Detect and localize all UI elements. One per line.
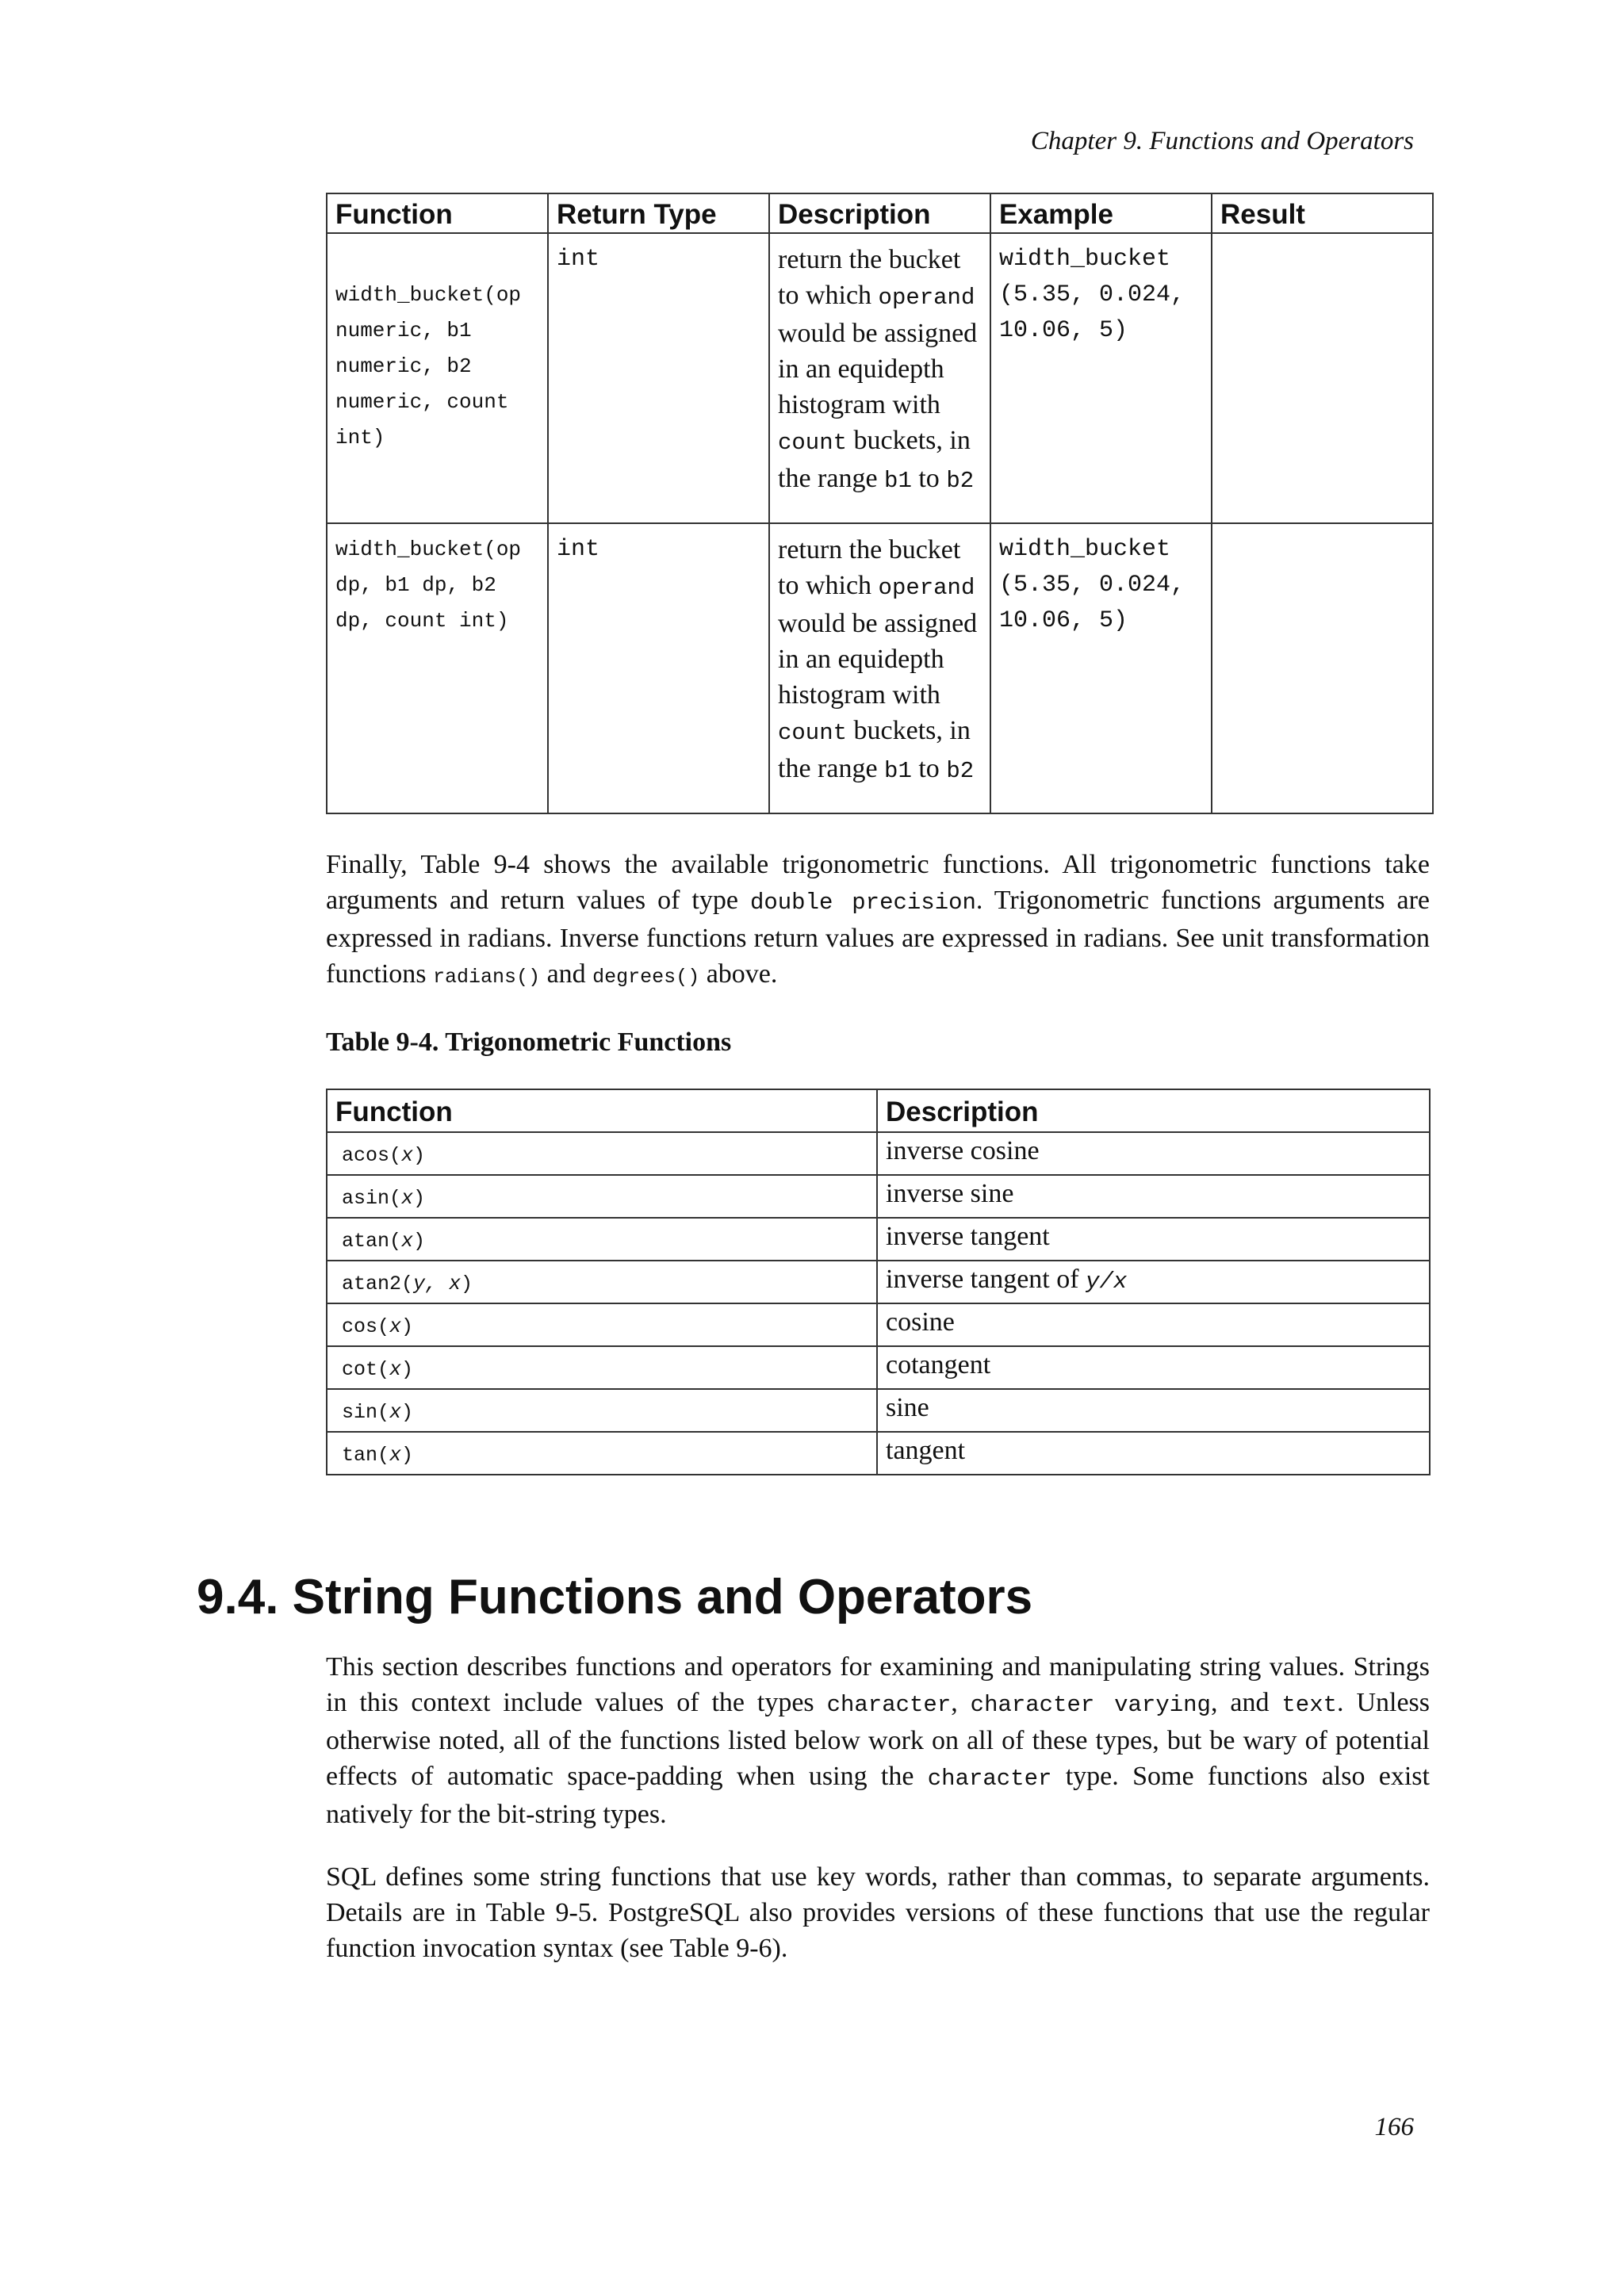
function-signature: width_bucket(op dp, b1 dp, b2 dp, count int) bbox=[335, 538, 522, 633]
description-cell bbox=[769, 233, 990, 523]
table-row bbox=[327, 1132, 1430, 1175]
table-row bbox=[327, 1175, 1430, 1218]
function-cell: acos(x) bbox=[327, 1132, 877, 1175]
example: width_bucket(5.35, 0.024, 10.06, 5) bbox=[999, 536, 1200, 634]
column-header: Function bbox=[327, 193, 548, 233]
description-cell: tangent bbox=[877, 1432, 1430, 1475]
table-header-row bbox=[327, 193, 1433, 233]
function-cell: cos(x) bbox=[327, 1303, 877, 1346]
description-cell: cotangent bbox=[877, 1346, 1430, 1389]
return-type: int bbox=[557, 536, 600, 563]
section-heading: 9.4. String Functions and Operators bbox=[197, 1570, 1033, 1624]
table-row bbox=[327, 1346, 1430, 1389]
column-header: Result bbox=[1212, 193, 1433, 233]
return-type-cell bbox=[548, 523, 769, 813]
column-header: Description bbox=[769, 193, 990, 233]
trig-functions-table bbox=[326, 1089, 1431, 1475]
example-cell bbox=[990, 233, 1212, 523]
function-cell: atan2(y, x) bbox=[327, 1261, 877, 1303]
example: width_bucket(5.35, 0.024, 10.06, 5) bbox=[999, 246, 1200, 344]
return-type: int bbox=[557, 246, 600, 273]
section-paragraph-2: SQL defines some string functions that use key words, rather than commas, to separate arguments. Details are in Table 9-5. PostgreSQL also provides versions of these functions that use the regular function invocation syntax (see Table 9-6). bbox=[326, 1862, 1430, 1963]
description-cell: inverse cosine bbox=[877, 1132, 1430, 1175]
function-cell: tan(x) bbox=[327, 1432, 877, 1475]
table-row bbox=[327, 1218, 1430, 1261]
function-cell: sin(x) bbox=[327, 1389, 877, 1432]
trig-intro-paragraph: Finally, Table 9-4 shows the available trigonometric functions. All trigonometric functions take arguments and return values of type double precision. Trigonometric functions arguments are expressed in radians. Inverse functions return values are expressed in radians. See unit transformation functions radians() and degrees() above. bbox=[326, 850, 1430, 989]
description-cell: cosine bbox=[877, 1303, 1430, 1346]
description-cell: inverse sine bbox=[877, 1175, 1430, 1218]
running-header: Chapter 9. Functions and Operators bbox=[1030, 127, 1414, 155]
table-row bbox=[327, 1261, 1430, 1303]
column-header: Example bbox=[990, 193, 1212, 233]
description: return the bucket to which operand would be assigned in an equidepth histogram with count buckets, in the range b1 to b2 bbox=[778, 535, 978, 784]
function-cell: cot(x) bbox=[327, 1346, 877, 1389]
section-paragraph-1: This section describes functions and operators for examining and manipulating string values. Strings in this context include values of the types character, character varying, and text. Unless otherwise noted, all of the functions listed below work on all of these types, but be wary of potential effects of automatic space-padding when using the character type. Some functions also exist natively for the bit-string types. bbox=[326, 1652, 1430, 1829]
table-row bbox=[327, 1303, 1430, 1346]
column-header: Description bbox=[877, 1089, 1430, 1132]
function-table-continued bbox=[326, 193, 1434, 814]
example-cell bbox=[990, 523, 1212, 813]
column-header: Return Type bbox=[548, 193, 769, 233]
description-cell: inverse tangent bbox=[877, 1218, 1430, 1261]
table-row bbox=[327, 1432, 1430, 1475]
function-signature: width_bucket(op numeric, b1 numeric, b2 numeric, count int) bbox=[335, 283, 522, 450]
function-cell: asin(x) bbox=[327, 1175, 877, 1218]
function-cell bbox=[327, 523, 548, 813]
function-cell bbox=[327, 233, 548, 523]
table-row bbox=[327, 1389, 1430, 1432]
function-cell: atan(x) bbox=[327, 1218, 877, 1261]
description-cell: inverse tangent of y/x bbox=[877, 1261, 1430, 1303]
description-cell bbox=[769, 523, 990, 813]
table-row bbox=[327, 233, 1433, 523]
return-type-cell bbox=[548, 233, 769, 523]
description-cell: sine bbox=[877, 1389, 1430, 1432]
column-header: Function bbox=[327, 1089, 877, 1132]
page-number: 166 bbox=[1374, 2113, 1414, 2141]
table-caption: Table 9-4. Trigonometric Functions bbox=[326, 1027, 732, 1057]
table-row bbox=[327, 523, 1433, 813]
result-cell bbox=[1212, 233, 1433, 523]
description: return the bucket to which operand would be assigned in an equidepth histogram with count buckets, in the range b1 to b2 bbox=[778, 245, 978, 494]
table-header-row bbox=[327, 1089, 1430, 1132]
result-cell bbox=[1212, 523, 1433, 813]
